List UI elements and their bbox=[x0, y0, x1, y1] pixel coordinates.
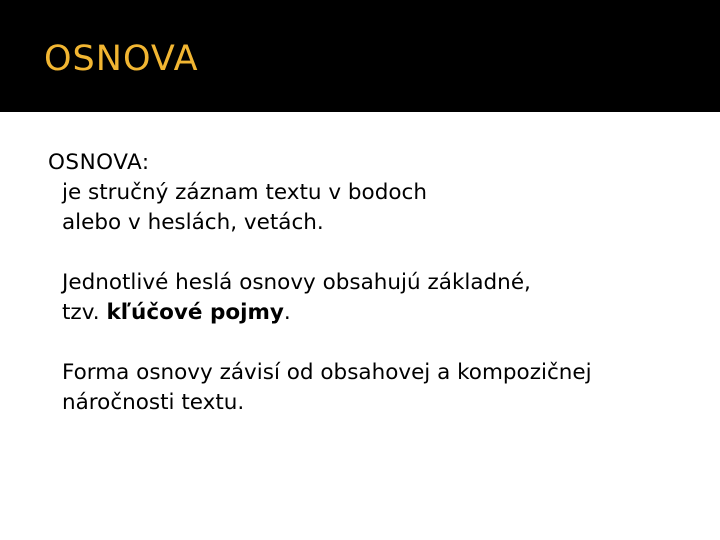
form-line-2: náročnosti textu. bbox=[62, 390, 245, 415]
slide-body bbox=[48, 148, 688, 418]
paragraph-spacer bbox=[48, 238, 688, 268]
paragraph-spacer bbox=[48, 328, 688, 358]
keywords-prefix: tzv. bbox=[62, 300, 107, 325]
form-paragraph bbox=[48, 358, 688, 418]
form-line-1: Forma osnovy závisí od obsahovej a kompozičnej bbox=[62, 360, 592, 385]
definition-paragraph bbox=[48, 178, 688, 238]
title-bar bbox=[0, 0, 720, 112]
keywords-line-1: Jednotlivé heslá osnovy obsahujú základné, bbox=[62, 270, 531, 295]
keywords-paragraph bbox=[48, 268, 688, 328]
body-heading: OSNOVA: bbox=[48, 150, 150, 175]
definition-line-2: alebo v heslách, vetách. bbox=[62, 210, 324, 235]
keywords-line-2 bbox=[62, 298, 688, 328]
slide-title: OSNOVA bbox=[44, 39, 199, 79]
keywords-bold-term: kľúčové pojmy bbox=[106, 300, 284, 325]
definition-line-1: je stručný záznam textu v bodoch bbox=[62, 180, 427, 205]
keywords-suffix: . bbox=[283, 300, 291, 325]
